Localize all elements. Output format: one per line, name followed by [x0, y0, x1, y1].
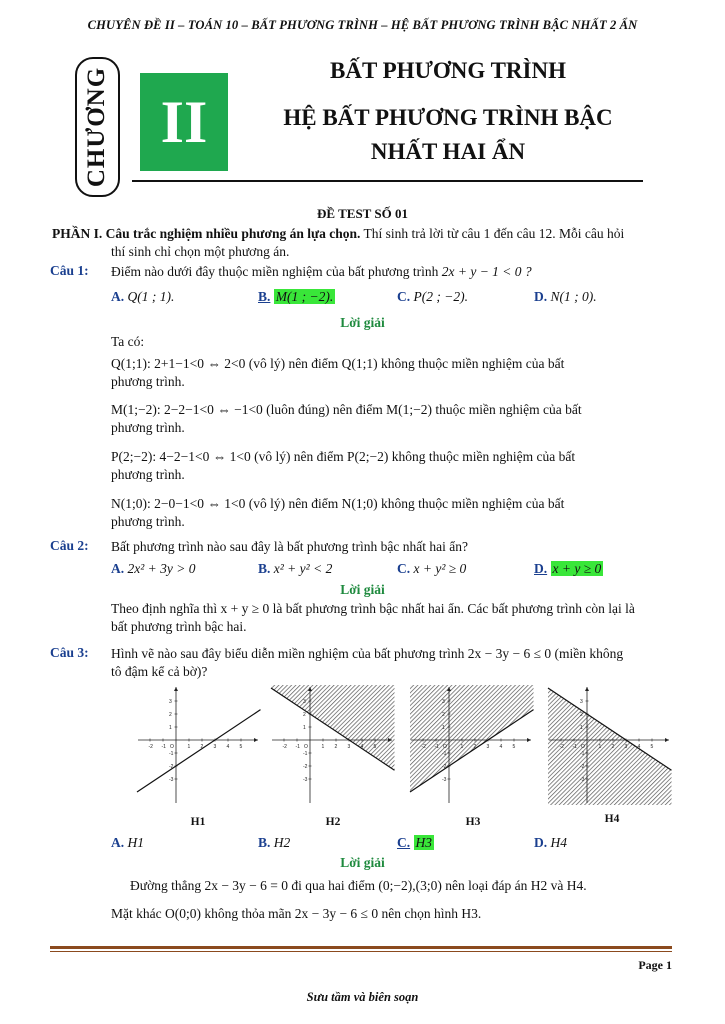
footer-text: Sưu tầm và biên soạn: [306, 990, 419, 1004]
y-tick-label: 3: [442, 699, 445, 705]
y-axis-arrow: [585, 687, 589, 691]
x-tick-label: 5: [373, 744, 377, 750]
origin-label: O: [170, 744, 174, 750]
footer-divider: [50, 951, 672, 952]
y-tick-label: -1: [442, 751, 447, 757]
q1-option-c[interactable]: C. P(2 ; −2).: [397, 289, 468, 304]
x-tick-label: -2: [559, 744, 564, 750]
q3-solution-heading: Lời giải: [340, 855, 385, 870]
q2-option-d[interactable]: D. x + y ≥ 0: [534, 561, 602, 576]
x-tick-label: 5: [650, 744, 654, 750]
y-tick-label: -1: [303, 751, 308, 757]
shaded-region: [137, 710, 261, 805]
y-tick-label: 2: [580, 712, 583, 718]
y-tick-label: -2: [580, 764, 585, 770]
x-tick-label: 2: [200, 744, 204, 750]
y-tick-label: 2: [303, 712, 306, 718]
x-tick-label: 4: [226, 744, 230, 750]
y-tick-label: -3: [303, 777, 308, 783]
y-tick-label: 2: [442, 712, 445, 718]
q3-option-c[interactable]: C. H3: [397, 835, 432, 850]
q1-text: Điểm nào dưới đây thuộc miền nghiệm của bất phương trình 2x + y − 1 < 0 ?: [111, 264, 532, 279]
q1-label: Câu 1:: [50, 263, 89, 278]
boundary-line: [137, 710, 261, 792]
x-tick-label: 1: [460, 744, 464, 750]
x-tick-label: 2: [611, 744, 615, 750]
x-axis-arrow: [665, 738, 669, 742]
q3-option-b[interactable]: B. H2: [258, 835, 291, 850]
q2-option-c[interactable]: C. x + y² ≥ 0: [397, 561, 467, 576]
graph-h4[interactable]: [547, 685, 672, 805]
x-tick-label: 2: [473, 744, 477, 750]
q3-option-a[interactable]: A. H1: [111, 835, 144, 850]
y-tick-label: -3: [169, 777, 174, 783]
footer-divider: [50, 946, 672, 949]
x-tick-label: 4: [360, 744, 364, 750]
y-tick-label: -2: [442, 764, 447, 770]
origin-label: O: [581, 744, 585, 750]
q3-solution-line: Mặt khác O(0;0) không thỏa mãn 2x − 3y − 6 ≤ 0 nên chọn hình H3.: [111, 906, 482, 921]
chapter-subtitle: HỆ BẤT PHƯƠNG TRÌNH BẬC NHẤT HAI ẨN: [283, 105, 613, 164]
y-tick-label: -1: [580, 751, 585, 757]
graph-h3[interactable]: [409, 685, 534, 805]
x-tick-label: -1: [434, 744, 439, 750]
x-tick-label: 5: [239, 744, 243, 750]
graph-label-h3: H3: [465, 816, 481, 828]
y-axis-arrow: [174, 687, 178, 691]
q1-option-a[interactable]: A. Q(1 ; 1).: [111, 289, 175, 304]
x-tick-label: 1: [598, 744, 602, 750]
y-tick-label: -2: [169, 764, 174, 770]
graph-label-h2: H2: [325, 816, 341, 828]
x-tick-label: -2: [282, 744, 287, 750]
chapter-title: BẤT PHƯƠNG TRÌNH: [330, 58, 566, 83]
origin-label: O: [443, 744, 447, 750]
q2-option-b[interactable]: B. x² + y² < 2: [258, 561, 333, 576]
chapter-label: CHƯƠNG: [83, 66, 111, 188]
q1-solution-step: Q(1;1): 2+1−1<0 ⇔ 2<0 (vô lý) nên điểm Q(1;1) không thuộc miền nghiệm của bất phương trình.: [111, 356, 565, 389]
chapter-number-box: II: [140, 73, 228, 171]
x-tick-label: 3: [347, 744, 351, 750]
y-tick-label: -3: [580, 777, 585, 783]
x-tick-label: 2: [334, 744, 338, 750]
q2-text: Bất phương trình nào sau đây là bất phương trình bậc nhất hai ẩn?: [111, 539, 468, 554]
y-tick-label: -3: [442, 777, 447, 783]
part1-instructions-line2: thí sinh chỉ chọn một phương án.: [111, 244, 290, 259]
q1-option-b[interactable]: B. M(1 ; −2).: [258, 289, 334, 304]
q2-option-a[interactable]: A. 2x² + 3y > 0: [111, 561, 196, 576]
y-tick-label: 3: [580, 699, 583, 705]
test-title: ĐỀ TEST SỐ 01: [317, 206, 408, 221]
y-tick-label: 1: [580, 725, 583, 731]
x-axis-arrow: [527, 738, 531, 742]
x-tick-label: 3: [624, 744, 628, 750]
x-tick-label: -1: [572, 744, 577, 750]
q3-option-d[interactable]: D. H4: [534, 835, 567, 850]
x-tick-label: -2: [421, 744, 426, 750]
origin-label: O: [304, 744, 308, 750]
x-tick-label: -1: [161, 744, 166, 750]
part1-instructions: PHẦN I. Câu trắc nghiệm nhiều phương án lựa chọn. Thí sinh trả lời từ câu 1 đến câu 12. Mỗi câu hỏi: [52, 226, 625, 241]
x-tick-label: 4: [499, 744, 503, 750]
q1-solution-intro: Ta có:: [111, 334, 145, 349]
x-tick-label: 4: [637, 744, 641, 750]
shaded-region: [410, 685, 534, 792]
q2-solution: Theo định nghĩa thì x + y ≥ 0 là bất phương trình bậc nhất hai ẩn. Các bất phương trình còn lại là bất phương trình bậc hai.: [111, 601, 635, 634]
x-tick-label: 5: [512, 744, 516, 750]
title-divider: [132, 180, 643, 182]
y-tick-label: 1: [303, 725, 306, 731]
x-tick-label: -2: [148, 744, 153, 750]
q1-solution-step: P(2;−2): 4−2−1<0 ⇔ 1<0 (vô lý) nên điểm P(2;−2) không thuộc miền nghiệm của bất phương trình.: [111, 449, 576, 482]
x-tick-label: 1: [187, 744, 191, 750]
q1-solution-heading: Lời giải: [340, 315, 385, 330]
y-tick-label: -2: [303, 764, 308, 770]
q3-label: Câu 3:: [50, 645, 89, 660]
x-axis-arrow: [254, 738, 258, 742]
y-tick-label: 1: [442, 725, 445, 731]
x-tick-label: 1: [321, 744, 325, 750]
graph-label-h4: H4: [604, 813, 620, 825]
q3-solution-line: Đường thẳng 2x − 3y − 6 = 0 đi qua hai điểm (0;−2),(3;0) nên loại đáp án H2 và H4.: [130, 878, 587, 893]
graph-h2[interactable]: [270, 685, 395, 805]
graph-label-h1: H1: [190, 816, 206, 828]
y-tick-label: 3: [169, 699, 172, 705]
q1-option-d[interactable]: D. N(1 ; 0).: [534, 289, 597, 304]
y-tick-label: 2: [169, 712, 172, 718]
page-number: Page 1: [638, 958, 672, 972]
y-tick-label: 3: [303, 699, 306, 705]
graph-h1[interactable]: [136, 685, 261, 805]
x-tick-label: 3: [486, 744, 490, 750]
page-header: CHUYÊN ĐỀ II – TOÁN 10 – BẤT PHƯƠNG TRÌNH – HỆ BẤT PHƯƠNG TRÌNH BẬC NHẤT 2 ẨN: [87, 18, 638, 32]
q2-solution-heading: Lời giải: [340, 582, 385, 597]
q1-solution-step: N(1;0): 2−0−1<0 ⇔ 1<0 (vô lý) nên điểm N(1;0) không thuộc miền nghiệm của bất phương trình.: [111, 496, 565, 529]
q1-solution-step: M(1;−2): 2−2−1<0 ⇔ −1<0 (luôn đúng) nên điểm M(1;−2) thuộc miền nghiệm của bất phương trình.: [111, 402, 582, 435]
x-tick-label: -1: [295, 744, 300, 750]
q3-text: Hình vẽ nào sau đây biểu diễn miền nghiệm của bất phương trình 2x − 3y − 6 ≤ 0 (miền không tô đậm kể cả bờ)?: [111, 646, 624, 679]
x-tick-label: 3: [213, 744, 217, 750]
q2-label: Câu 2:: [50, 538, 89, 553]
y-tick-label: 1: [169, 725, 172, 731]
y-tick-label: -1: [169, 751, 174, 757]
